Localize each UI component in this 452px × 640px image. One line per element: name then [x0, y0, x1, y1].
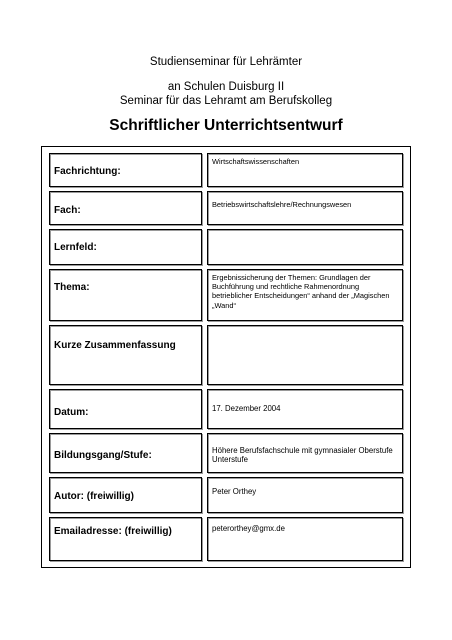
label-fach: Fach: [54, 205, 81, 216]
value-cell-fachrichtung [207, 153, 403, 187]
value-cell-lernfeld [207, 229, 403, 265]
label-thema: Thema: [54, 282, 90, 293]
school-name: an Schulen Duisburg II [167, 81, 285, 93]
value-fach: Betriebswirtschaftslehre/Rechnungswesen [212, 200, 352, 209]
value-email: peterorthey@gmx.de [212, 524, 285, 533]
value-cell-autor [207, 477, 403, 513]
label-cell-fachrichtung [49, 153, 202, 187]
value-autor: Peter Orthey [212, 487, 257, 496]
value-cell-bildungsgang [207, 433, 403, 473]
label-datum: Datum: [54, 407, 89, 418]
seminar-name: Studienseminar für Lehrämter [149, 56, 303, 68]
label-zusammenfassung: Kurze Zusammenfassung [54, 340, 176, 351]
label-bildungsgang: Bildungsgang/Stufe: [54, 450, 152, 461]
seminar-subtitle: Seminar für das Lehramt am Berufskolleg [119, 95, 333, 107]
label-email: Emailadresse: (freiwillig) [54, 526, 172, 537]
label-cell-fach [49, 191, 202, 225]
label-cell-datum [49, 389, 202, 429]
value-datum: 17. Dezember 2004 [212, 404, 281, 413]
value-cell-fach [207, 191, 403, 225]
form-table [41, 146, 411, 568]
label-cell-lernfeld [49, 229, 202, 265]
value-thema: Ergebnissicherung der Themen: Grundlagen der Buchführung und rechtliche Rahmenordnung betrieblicher Entscheidungen“ anhand der „Magischen „Wand“ [212, 273, 390, 310]
label-autor: Autor: (freiwillig) [54, 491, 134, 502]
label-cell-zusammenfassung [49, 325, 202, 385]
value-cell-thema [207, 269, 403, 321]
label-fachrichtung: Fachrichtung: [54, 166, 121, 177]
value-bildungsgang: Höhere Berufsfachschule mit gymnasialer Oberstufe Unterstufe [212, 446, 393, 465]
label-cell-bildungsgang [49, 433, 202, 473]
value-cell-zusammenfassung [207, 325, 403, 385]
value-fachrichtung: Wirtschaftswissenschaften [212, 157, 300, 166]
label-lernfeld: Lernfeld: [54, 242, 97, 253]
label-cell-thema [49, 269, 202, 321]
document-title: Schriftlicher Unterrichtsentwurf [109, 117, 343, 134]
value-cell-datum [207, 389, 403, 429]
value-cell-email [207, 517, 403, 561]
label-cell-email [49, 517, 202, 561]
label-cell-autor [49, 477, 202, 513]
